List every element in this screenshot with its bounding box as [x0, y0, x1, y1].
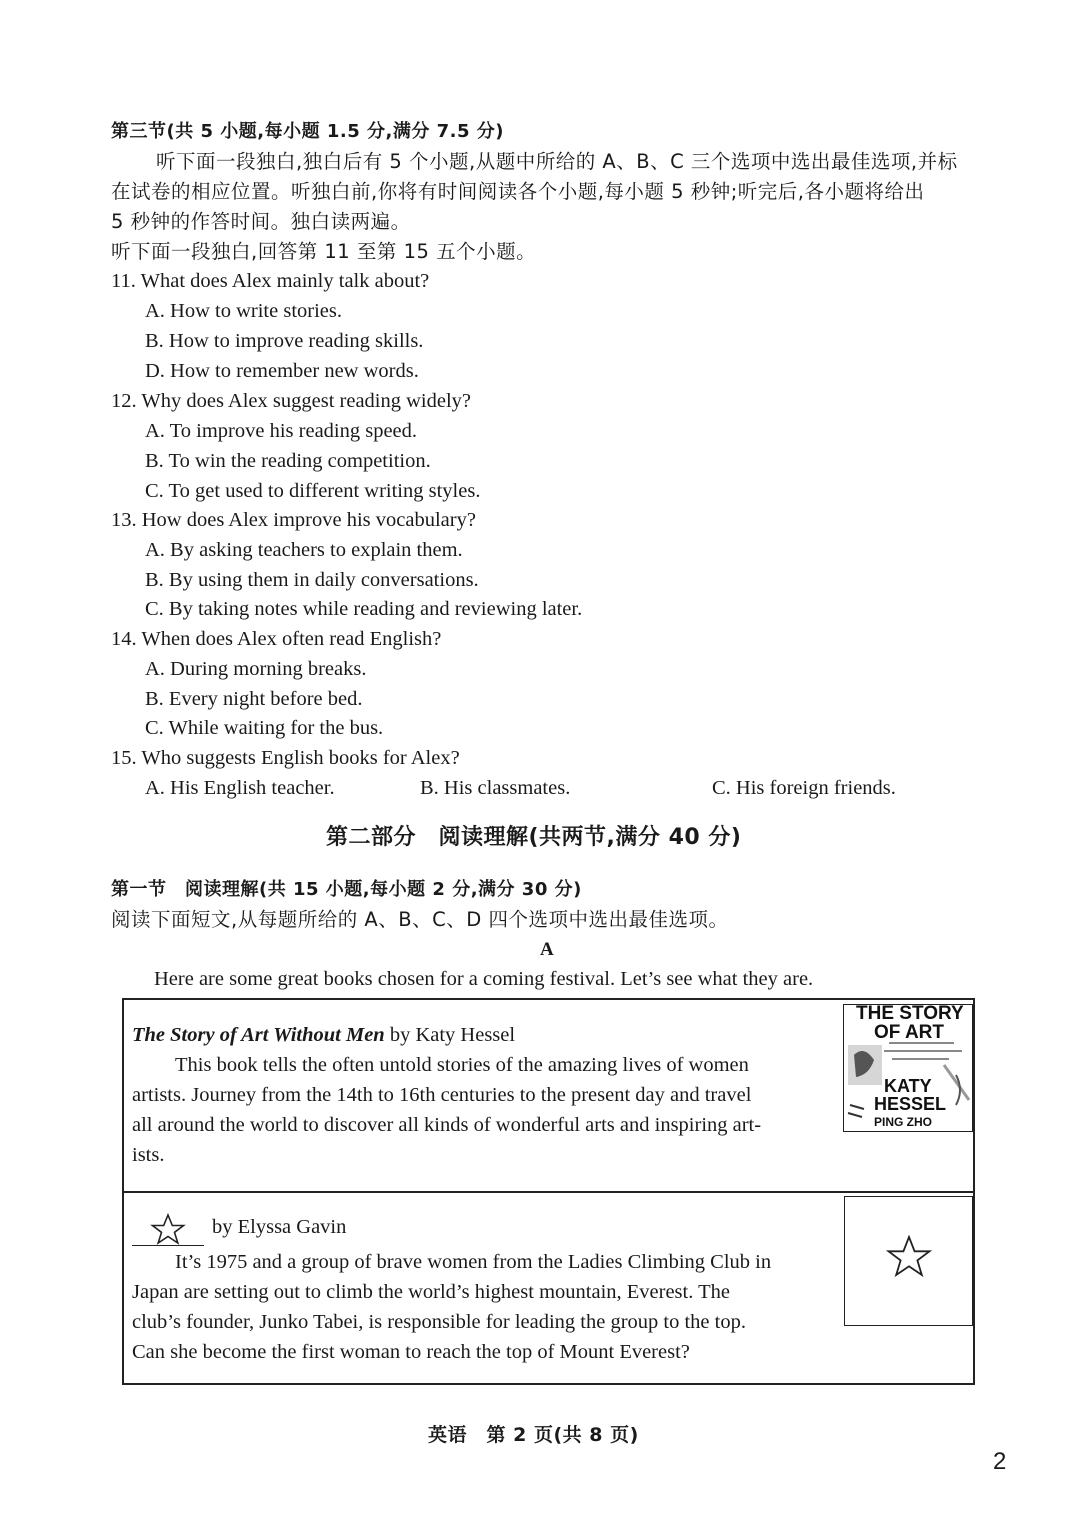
question-11-option-d: D. How to remember new words. — [145, 360, 419, 382]
question-13-option-b: B. By using them in daily conversations. — [145, 569, 479, 591]
book1-desc-line1: This book tells the often untold stories of the amazing lives of women — [175, 1054, 749, 1076]
section3-instructions-line1: 听下面一段独白,独白后有 5 个小题,从题中所给的 A、B、C 三个选项中选出最佳选项,并标 — [156, 150, 958, 173]
question-11-option-b: B. How to improve reading skills. — [145, 330, 424, 352]
question-12-option-c: C. To get used to different writing styles. — [145, 480, 481, 502]
passage-intro: Here are some great books chosen for a coming festival. Let’s see what they are. — [154, 968, 814, 990]
book2-title-blank — [132, 1245, 204, 1246]
question-15-option-c: C. His foreign friends. — [712, 777, 896, 799]
question-12-stem: 12. Why does Alex suggest reading widely? — [111, 390, 472, 412]
question-14-option-c: C. While waiting for the bus. — [145, 717, 384, 739]
question-11-stem: 11. What does Alex mainly talk about? — [111, 270, 430, 292]
book2-desc-line1: It’s 1975 and a group of brave women from the Ladies Climbing Club in — [175, 1251, 772, 1273]
section3-subinstruction: 听下面一段独白,回答第 11 至第 15 五个小题。 — [111, 240, 537, 263]
cover-author-line2: HESSEL — [874, 1094, 947, 1114]
book2-desc-line3: club’s founder, Junko Tabei, is responsible for leading the group to the top. — [132, 1311, 746, 1333]
section3-heading: 第三节(共 5 小题,每小题 1.5 分,满分 7.5 分) — [111, 121, 505, 142]
book1-desc-line4: ists. — [132, 1144, 165, 1166]
book1-cover-image — [843, 1004, 973, 1132]
cover-author-line1: KATY — [884, 1076, 932, 1096]
question-11-option-a: A. How to write stories. — [145, 300, 343, 322]
star-icon — [885, 1235, 933, 1279]
star-icon — [150, 1213, 186, 1245]
part2-section1-heading: 第一节 阅读理解(共 15 小题,每小题 2 分,满分 30 分) — [111, 879, 582, 900]
book1-desc-line2: artists. Journey from the 14th to 16th centuries to the present day and travel — [132, 1084, 752, 1106]
book1-title: The Story of Art Without Men — [132, 1024, 385, 1046]
question-13-option-c: C. By taking notes while reading and reviewing later. — [145, 598, 583, 620]
cover-illustrator: PING ZHO — [874, 1115, 933, 1129]
page-number: 2 — [993, 1448, 1007, 1475]
question-15-option-a: A. His English teacher. — [145, 777, 335, 799]
question-12-option-b: B. To win the reading competition. — [145, 450, 431, 472]
question-14-stem: 14. When does Alex often read English? — [111, 628, 442, 650]
book2-desc-line2: Japan are setting out to climb the world’s highest mountain, Everest. The — [132, 1281, 730, 1303]
part2-title: 第二部分 阅读理解(共两节,满分 40 分) — [326, 825, 742, 850]
section3-instructions-line3: 5 秒钟的作答时间。独白读两遍。 — [111, 210, 411, 233]
book1-desc-line3: all around the world to discover all kinds of wonderful arts and inspiring art- — [132, 1114, 762, 1136]
section3-instructions-line2: 在试卷的相应位置。听独白前,你将有时间阅读各个小题,每小题 5 秒钟;听完后,各小题将给出 — [111, 180, 925, 203]
question-14-option-b: B. Every night before bed. — [145, 688, 363, 710]
question-14-option-a: A. During morning breaks. — [145, 658, 367, 680]
question-15-option-b: B. His classmates. — [420, 777, 571, 799]
question-13-option-a: A. By asking teachers to explain them. — [145, 539, 463, 561]
book2-author: by Elyssa Gavin — [212, 1216, 347, 1238]
question-12-option-a: A. To improve his reading speed. — [145, 420, 418, 442]
question-13-stem: 13. How does Alex improve his vocabulary? — [111, 509, 476, 531]
book1-author: by Katy Hessel — [389, 1024, 516, 1046]
footer-label: 英语 第 2 页(共 8 页) — [428, 1424, 639, 1446]
cover-title-line1: THE STORY — [856, 1004, 964, 1024]
book2-cover-placeholder — [844, 1196, 973, 1326]
passage-label: A — [540, 939, 554, 960]
cover-title-line2: OF ART — [874, 1022, 945, 1043]
book1-heading — [132, 1023, 515, 1047]
book2-desc-line4: Can she become the first woman to reach the top of Mount Everest? — [132, 1341, 690, 1363]
part2-section1-instruction: 阅读下面短文,从每题所给的 A、B、C、D 四个选项中选出最佳选项。 — [111, 908, 729, 931]
question-15-stem: 15. Who suggests English books for Alex? — [111, 747, 460, 769]
